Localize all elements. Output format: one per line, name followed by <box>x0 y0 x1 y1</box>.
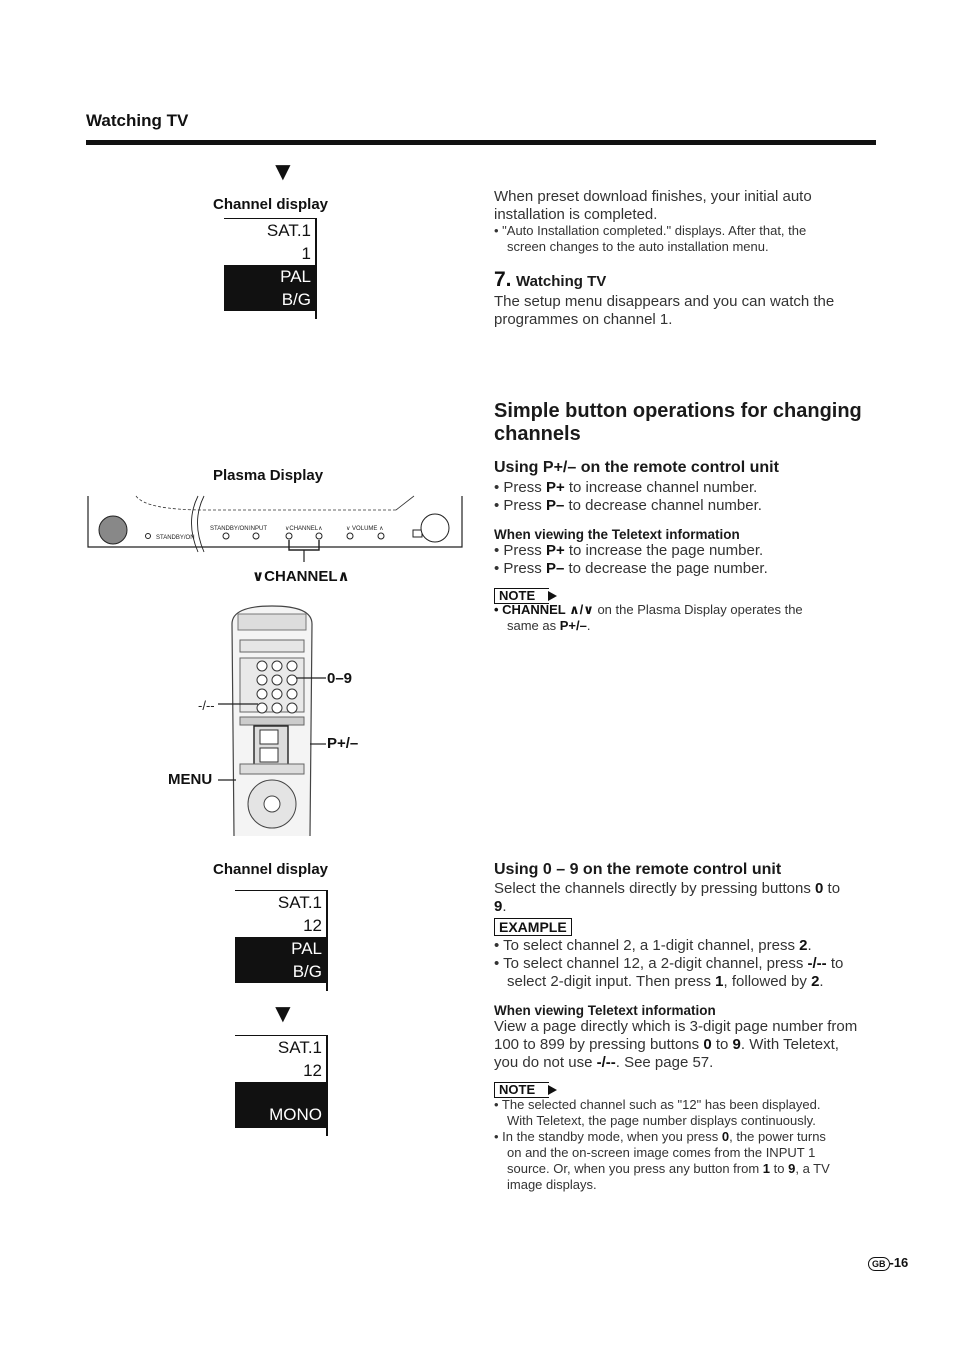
list-item: select 2-digit input. Then press 1, followed by 2. <box>507 973 824 990</box>
osd-row: B/G <box>224 288 315 311</box>
text-line: View a page directly which is 3-digit page number from <box>494 1018 858 1035</box>
text-line: 9. <box>494 898 507 915</box>
plasma-display-caption: Plasma Display <box>213 467 324 484</box>
note-1-text <box>494 602 876 634</box>
osd-row: MONO <box>235 1082 326 1128</box>
teletext-title: When viewing the Teletext information <box>494 527 740 542</box>
teletext-bullets <box>494 542 876 578</box>
label-p-plus-minus: P+/– <box>327 735 359 752</box>
step-title: Watching TV <box>515 273 607 290</box>
text-line: programmes on channel 1. <box>494 311 673 328</box>
panel-channel-label: ∨CHANNEL∧ <box>285 526 323 532</box>
text-line: image displays. <box>507 1177 597 1192</box>
text-line: The setup menu disappears and you can watch the <box>494 293 835 310</box>
list-item: • To select channel 12, a 2-digit channel, press -/-- to <box>494 955 844 972</box>
osd-row: PAL <box>235 937 326 960</box>
volume-label: ∨ VOLUME ∧ <box>346 526 384 532</box>
osd-row: 1 <box>224 242 315 265</box>
text-line: on and the on-screen image comes from the INPUT 1 <box>507 1145 816 1160</box>
osd-tail <box>326 1128 328 1136</box>
text-line: Select the channels directly by pressing buttons 0 to <box>494 880 841 897</box>
channel-display-caption-2: Channel display <box>213 861 329 878</box>
list-item: • Press P– to decrease channel number. <box>494 497 762 514</box>
osd-tail <box>315 311 317 319</box>
example-label: EXAMPLE <box>494 918 572 937</box>
note-2-label: NOTE <box>494 1081 549 1099</box>
using-p-bullets <box>494 479 876 515</box>
teletext-2-text <box>494 1018 876 1072</box>
osd-row: SAT.1 <box>235 891 326 914</box>
label-menu: MENU <box>168 771 213 788</box>
section-title <box>494 400 884 446</box>
osd-row: PAL <box>224 265 315 288</box>
text-line: screen changes to the auto installation menu. <box>507 239 769 254</box>
title-line: Simple button operations for changing <box>494 400 862 422</box>
region-badge: GB <box>868 1257 890 1271</box>
text-line: When preset download finishes, your initial auto <box>494 188 812 205</box>
step-7-text <box>494 293 876 329</box>
text-line: 100 to 899 by pressing buttons 0 to 9. With Teletext, <box>494 1036 839 1053</box>
panel-standby-label: STANDBY/ON <box>210 526 249 532</box>
list-item: • Press P+ to increase channel number. <box>494 479 758 496</box>
step-7-heading <box>494 268 606 292</box>
example-bullets <box>494 937 876 991</box>
osd-row: B/G <box>235 960 326 983</box>
text-line: installation is completed. <box>494 206 658 223</box>
osd-row: 12 <box>235 1059 326 1082</box>
text-line: • CHANNEL ∧/∨ on the Plasma Display operates the <box>494 602 803 617</box>
header-rule <box>86 140 876 145</box>
standby-label: STANDBY/ON <box>156 535 195 541</box>
down-arrow-icon: ▼ <box>270 156 296 186</box>
channel-display-osd-3 <box>235 1035 328 1128</box>
using-p-title: Using P+/– on the remote control unit <box>494 459 779 476</box>
using-09-text <box>494 880 876 916</box>
page-number <box>868 1255 908 1271</box>
text-line: • In the standby mode, when you press 0, the power turns <box>494 1129 826 1144</box>
note-1-label: NOTE <box>494 587 549 605</box>
remote-callout-lines <box>196 670 336 795</box>
list-item: • Press P+ to increase the page number. <box>494 542 764 559</box>
down-arrow-icon: ▼ <box>270 998 296 1028</box>
step-number: 7. <box>494 268 512 291</box>
section-header: Watching TV <box>86 111 189 130</box>
list-item: • Press P– to decrease the page number. <box>494 560 768 577</box>
intro-bullet <box>494 223 876 255</box>
text-line: same as P+/–. <box>507 618 591 633</box>
osd-tail <box>326 983 328 991</box>
text-line: source. Or, when you press any button from 1 to 9, a TV <box>507 1161 830 1176</box>
title-line: channels <box>494 423 581 445</box>
channel-callout: ∨CHANNEL∧ <box>252 568 350 585</box>
text-line: • "Auto Installation completed." displays. After that, the <box>494 223 807 238</box>
using-09-title: Using 0 – 9 on the remote control unit <box>494 861 782 878</box>
intro-paragraph <box>494 188 876 224</box>
label-dash: -/-- <box>198 698 215 713</box>
input-label: INPUT <box>249 526 267 532</box>
text-line: With Teletext, the page number displays continuously. <box>507 1113 816 1128</box>
page-number-text: -16 <box>889 1255 909 1270</box>
text-line: • The selected channel such as "12" has been displayed. <box>494 1097 821 1112</box>
list-item: • To select channel 2, a 1-digit channel, press 2. <box>494 937 812 954</box>
channel-display-caption-1: Channel display <box>213 196 329 213</box>
label-0-9: 0–9 <box>327 670 353 687</box>
channel-display-osd-1 <box>224 218 317 311</box>
channel-display-osd-2 <box>235 890 328 983</box>
osd-row: 12 <box>235 914 326 937</box>
teletext-2-title: When viewing Teletext information <box>494 1003 716 1018</box>
osd-row: SAT.1 <box>235 1036 326 1059</box>
text-line: you do not use -/--. See page 57. <box>494 1054 714 1071</box>
note-2-text <box>494 1097 876 1193</box>
osd-row: SAT.1 <box>224 219 315 242</box>
